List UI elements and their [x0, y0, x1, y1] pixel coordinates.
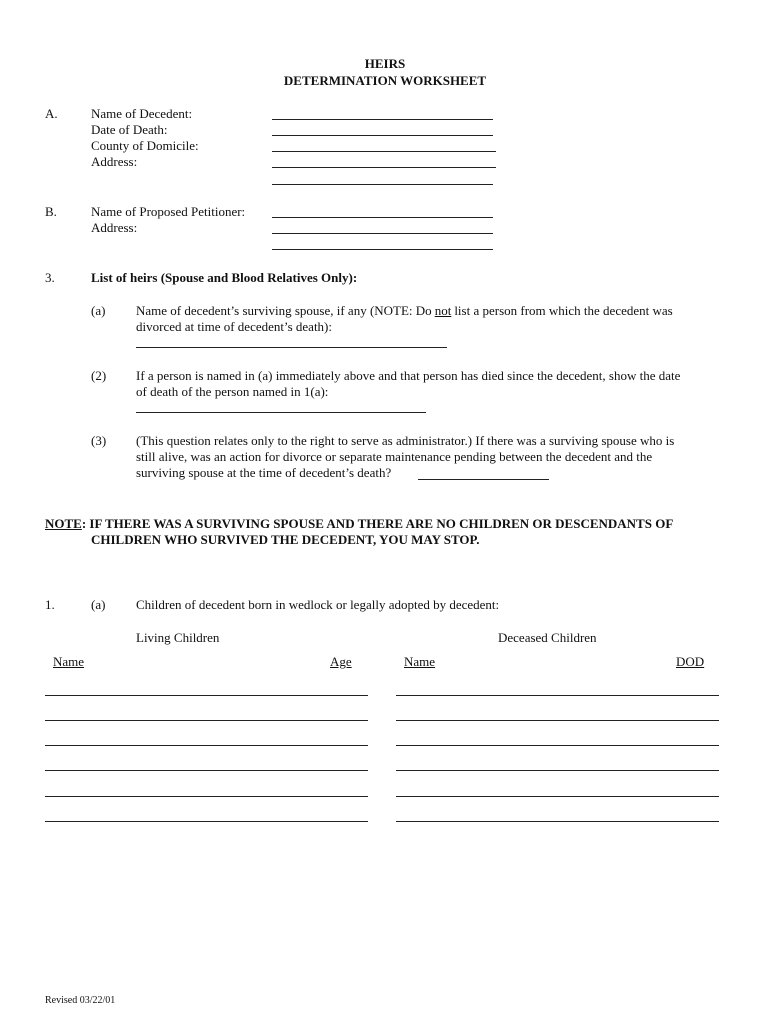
deceased-children-heading: Deceased Children: [498, 630, 597, 645]
item-2-text-line-1: If a person is named in (a) immediately above and that person has died since the decedent, show the date: [136, 368, 681, 383]
living-child-row[interactable]: [45, 745, 368, 746]
item-a-marker: (a): [91, 303, 106, 318]
surviving-spouse-field[interactable]: [136, 347, 447, 348]
living-child-row[interactable]: [45, 821, 368, 822]
decedent-name-label: Name of Decedent:: [91, 106, 193, 121]
date-of-death-field[interactable]: [272, 135, 493, 136]
living-name-column-header: Name: [53, 654, 85, 669]
section-a-marker: A.: [45, 106, 58, 121]
decedent-address-field-2[interactable]: [272, 184, 493, 185]
living-child-row[interactable]: [45, 720, 368, 721]
petitioner-address-label: Address:: [91, 220, 138, 235]
section-1-marker: 1.: [45, 597, 55, 612]
not-emphasis: not: [434, 303, 452, 318]
section-3-marker: 3.: [45, 270, 55, 285]
section-1-sub-marker: (a): [91, 597, 106, 612]
note-line-2: CHILDREN WHO SURVIVED THE DECEDENT, YOU MAY STOP.: [91, 532, 480, 547]
title-line-2: DETERMINATION WORKSHEET: [283, 73, 487, 88]
item-3-text-line-3: surviving spouse at the time of decedent’s death?: [136, 465, 392, 480]
deceased-dod-column-header: DOD: [676, 654, 705, 669]
item-3-text-line-2: still alive, was an action for divorce or separate maintenance pending between the decedent and the: [136, 449, 653, 464]
decedent-name-field[interactable]: [272, 119, 493, 120]
section-b-marker: B.: [45, 204, 57, 219]
deceased-child-row[interactable]: [396, 695, 719, 696]
petitioner-address-field-2[interactable]: [272, 249, 493, 250]
note-line-1: NOTE: IF THERE WAS A SURVIVING SPOUSE AND THERE ARE NO CHILDREN OR DESCENDANTS OF: [45, 516, 674, 531]
item-a-text-line-2: divorced at time of decedent’s death):: [136, 319, 333, 334]
deceased-name-column-header: Name: [404, 654, 436, 669]
date-of-death-label: Date of Death:: [91, 122, 168, 137]
spouse-date-of-death-field[interactable]: [136, 412, 426, 413]
title-line-1: HEIRS: [364, 56, 406, 71]
living-child-row[interactable]: [45, 796, 368, 797]
item-3-marker: (3): [91, 433, 107, 448]
living-children-heading: Living Children: [136, 630, 220, 645]
petitioner-address-field-1[interactable]: [272, 233, 493, 234]
deceased-child-row[interactable]: [396, 745, 719, 746]
living-child-row[interactable]: [45, 770, 368, 771]
note-label: NOTE: [45, 516, 82, 531]
revised-date: Revised 03/22/01: [45, 995, 116, 1006]
living-child-row[interactable]: [45, 695, 368, 696]
living-age-column-header: Age: [330, 654, 352, 669]
deceased-child-row[interactable]: [396, 821, 719, 822]
petitioner-name-field[interactable]: [272, 217, 493, 218]
children-question-text: Children of decedent born in wedlock or legally adopted by decedent:: [136, 597, 500, 612]
item-2-marker: (2): [91, 368, 107, 383]
deceased-child-row[interactable]: [396, 720, 719, 721]
heirs-list-heading: List of heirs (Spouse and Blood Relatives Only):: [91, 270, 358, 285]
decedent-address-field-1[interactable]: [272, 167, 496, 168]
divorce-pending-field[interactable]: [418, 479, 549, 480]
county-of-domicile-label: County of Domicile:: [91, 138, 199, 153]
item-3-text-line-1: (This question relates only to the right to serve as administrator.) If there was a surviving spouse who is: [136, 433, 675, 448]
deceased-child-row[interactable]: [396, 770, 719, 771]
county-of-domicile-field[interactable]: [272, 151, 496, 152]
decedent-address-label: Address:: [91, 154, 138, 169]
item-a-text-line-1: Name of decedent’s surviving spouse, if any (NOTE: Do not list a person from which the decedent was: [136, 303, 673, 318]
item-2-text-line-2: of death of the person named in 1(a):: [136, 384, 329, 399]
petitioner-name-label: Name of Proposed Petitioner:: [91, 204, 246, 219]
deceased-child-row[interactable]: [396, 796, 719, 797]
